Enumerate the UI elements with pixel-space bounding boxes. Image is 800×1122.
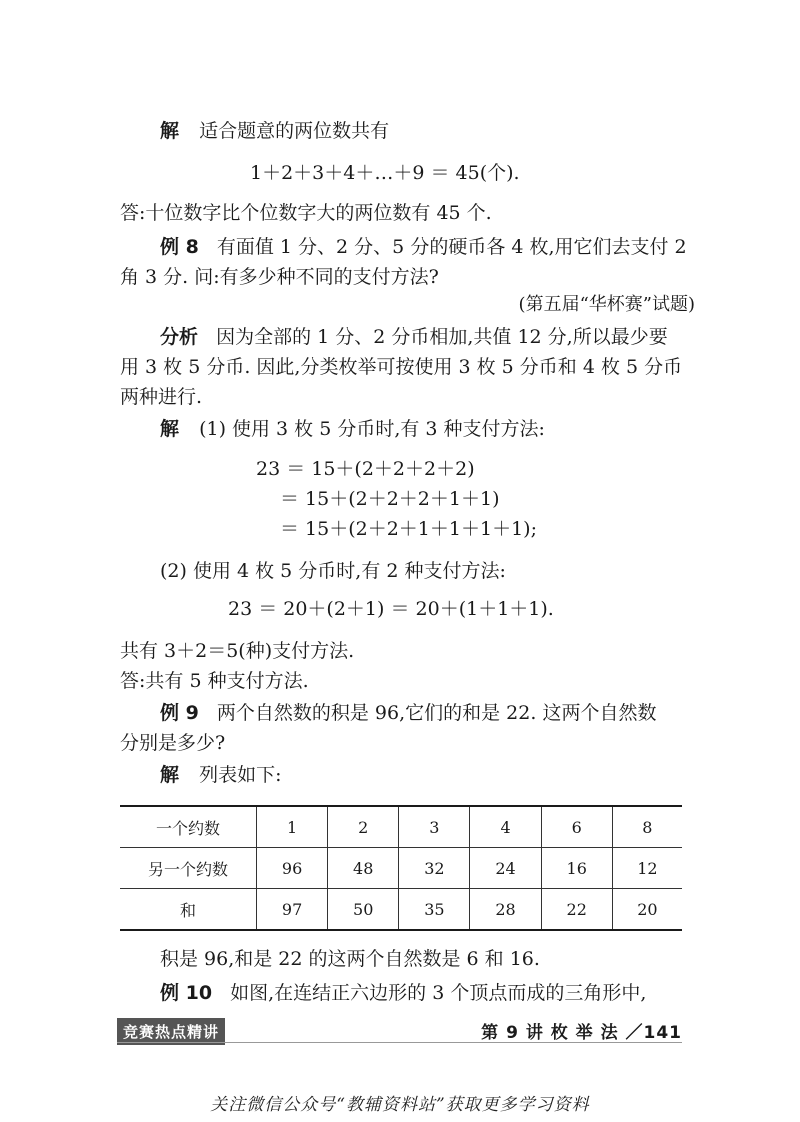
table-cell: 2 xyxy=(328,806,399,848)
example-9-text-cont: 分别是多少? xyxy=(120,732,226,754)
total-line: 共有 3＋2＝5(种)支付方法. xyxy=(120,640,355,662)
table-cell: 32 xyxy=(399,848,470,889)
table-cell: 3 xyxy=(399,806,470,848)
table-row xyxy=(120,889,682,931)
equation-case1-b: ＝ 15＋(2＋2＋2＋1＋1) xyxy=(280,488,500,510)
table-cell: 4 xyxy=(470,806,541,848)
example-8-text-cont: 角 3 分. 问:有多少种不同的支付方法? xyxy=(120,266,439,288)
conclusion-9-line: 积是 96,和是 22 的这两个自然数是 6 和 16. xyxy=(160,948,540,970)
example-10-label: 例 10 xyxy=(160,982,213,1004)
case-2-line: (2) 使用 4 枚 5 分币时,有 2 种支付方法: xyxy=(160,560,506,582)
equation-case1-c: ＝ 15＋(2＋2＋1＋1＋1＋1); xyxy=(280,518,537,540)
example-9-label: 例 9 xyxy=(160,702,199,724)
table-cell: 20 xyxy=(612,889,682,931)
table-cell: 16 xyxy=(541,848,612,889)
example-10-line xyxy=(160,980,646,1006)
table-cell: 12 xyxy=(612,848,682,889)
table-cell: 1 xyxy=(257,806,328,848)
example-8-line xyxy=(160,234,687,260)
table-cell: 6 xyxy=(541,806,612,848)
solution-label: 解 xyxy=(160,120,180,142)
solution-9-label: 解 xyxy=(160,764,180,786)
chapter-page-number: 第 9 讲 枚 举 法 ／141 xyxy=(481,1023,682,1043)
solution-text: 适合题意的两位数共有 xyxy=(199,120,390,142)
footer-divider xyxy=(117,1042,682,1043)
solution-9-line xyxy=(160,762,281,788)
example-9-line xyxy=(160,700,656,726)
example-10-text: 如图,在连结正六边形的 3 个顶点而成的三角形中, xyxy=(230,982,647,1004)
table-row xyxy=(120,848,682,889)
example-8-source: (第五届“华杯赛”试题) xyxy=(518,294,695,315)
equation-case1-a: 23 ＝ 15＋(2＋2＋2＋2) xyxy=(256,458,475,480)
table-cell: 8 xyxy=(612,806,682,848)
divisor-table xyxy=(120,805,682,931)
solution-9-text: 列表如下: xyxy=(199,764,282,786)
table-cell: 35 xyxy=(399,889,470,931)
table-cell: 和 xyxy=(120,889,257,931)
analysis-line xyxy=(160,324,668,350)
watermark-text: 关注微信公众号“教辅资料站”获取更多学习资料 xyxy=(210,1095,590,1115)
analysis-label: 分析 xyxy=(160,326,199,348)
table-cell: 一个约数 xyxy=(120,806,257,848)
analysis-text-cont2: 两种进行. xyxy=(120,386,203,408)
equation-case2: 23 ＝ 20＋(2＋1) ＝ 20＋(1＋1＋1). xyxy=(228,598,554,620)
table-cell: 50 xyxy=(328,889,399,931)
table-cell: 28 xyxy=(470,889,541,931)
solution-8-text: (1) 使用 3 枚 5 分币时,有 3 种支付方法: xyxy=(199,418,545,440)
example-8-text: 有面值 1 分、2 分、5 分的硬币各 4 枚,用它们去支付 2 xyxy=(216,236,687,258)
table-cell: 48 xyxy=(328,848,399,889)
solution-line xyxy=(160,118,389,144)
table-cell: 97 xyxy=(257,889,328,931)
equation-sum: 1＋2＋3＋4＋…＋9 ＝ 45(个). xyxy=(250,162,520,184)
example-9-text: 两个自然数的积是 96,它们的和是 22. 这两个自然数 xyxy=(216,702,657,724)
table-cell: 22 xyxy=(541,889,612,931)
analysis-text-cont: 用 3 枚 5 分币. 因此,分类枚举可按使用 3 枚 5 分币和 4 枚 5 分币 xyxy=(120,356,683,378)
answer-line: 答:十位数字比个位数字大的两位数有 45 个. xyxy=(120,202,492,224)
table-row xyxy=(120,806,682,848)
table-cell: 24 xyxy=(470,848,541,889)
table-cell: 96 xyxy=(257,848,328,889)
analysis-text: 因为全部的 1 分、2 分币相加,共值 12 分,所以最少要 xyxy=(216,326,668,348)
answer-8-line: 答:共有 5 种支付方法. xyxy=(120,670,309,692)
series-badge: 竞赛热点精讲 xyxy=(117,1018,225,1045)
table-cell: 另一个约数 xyxy=(120,848,257,889)
solution-8-line xyxy=(160,416,545,442)
example-8-label: 例 8 xyxy=(160,236,199,258)
solution-8-label: 解 xyxy=(160,418,180,440)
